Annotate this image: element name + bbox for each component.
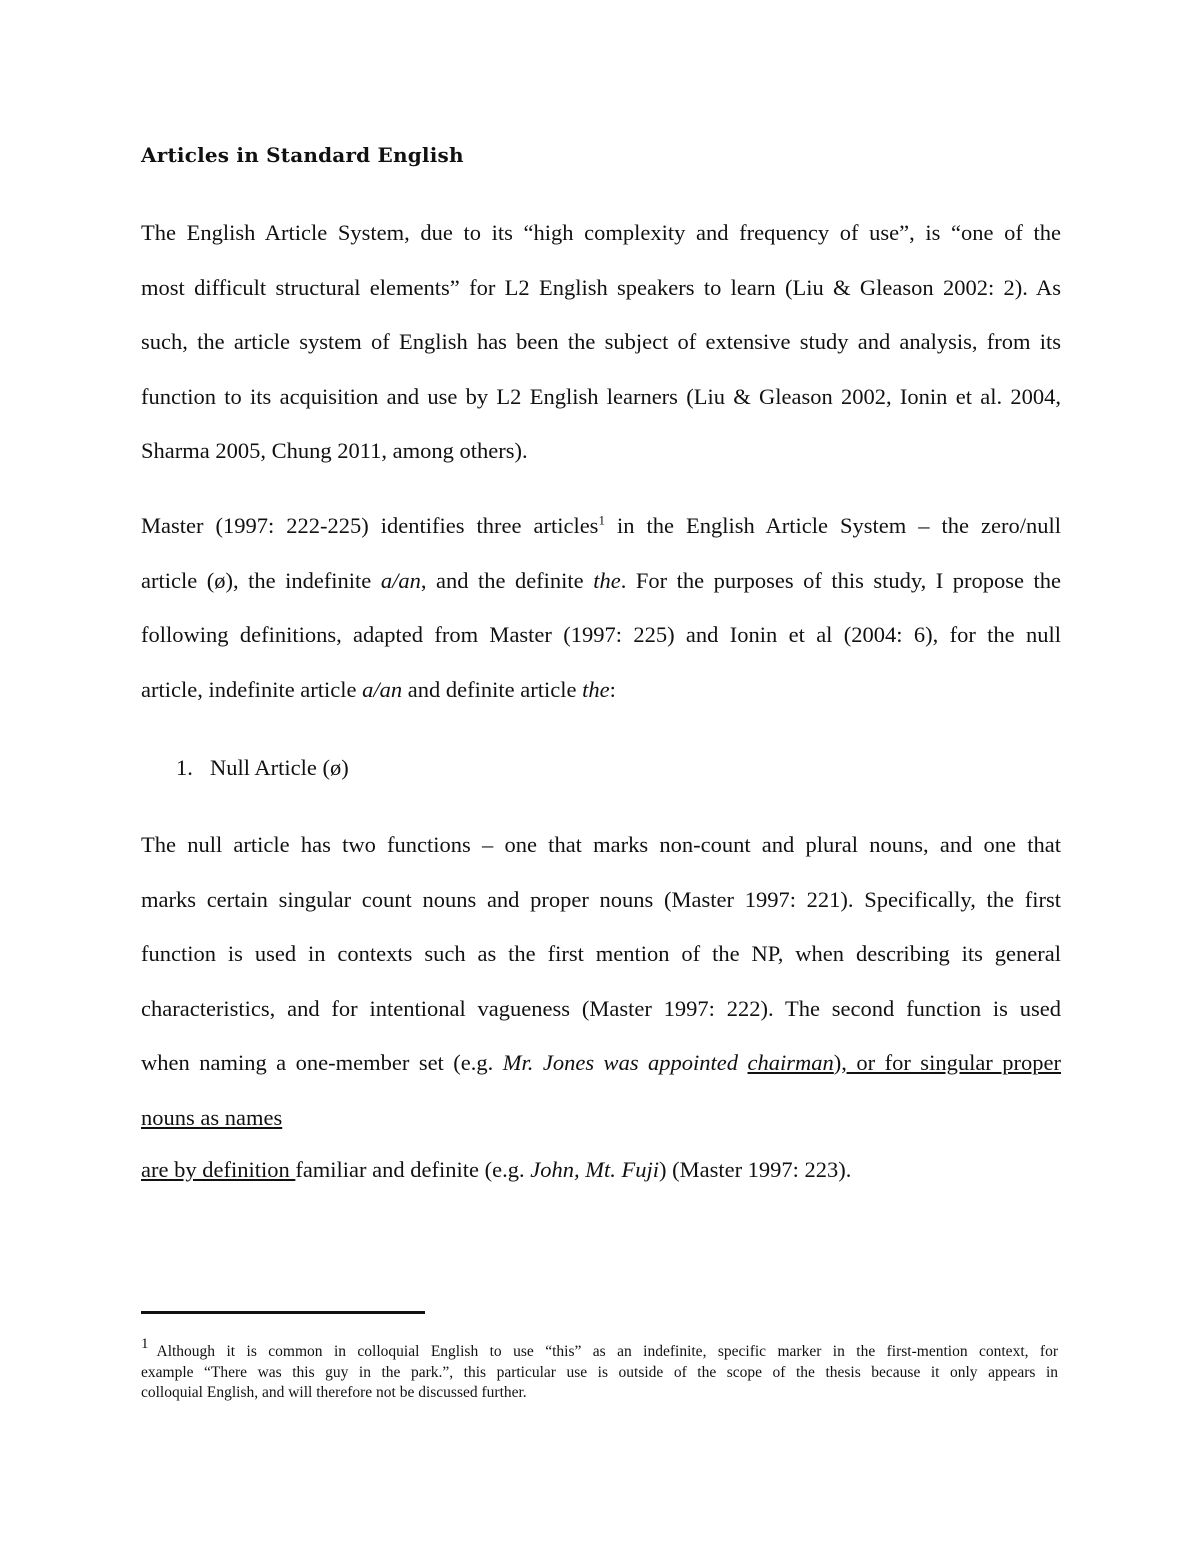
footnote-line: example “There was this guy in the park.”, this particular use is outside of the scope of the thesis because it only appears in <box>141 1363 1058 1381</box>
section-heading: Articles in Standard English <box>141 143 464 167</box>
text-run: , and the definite <box>420 567 594 593</box>
underlined-text: are by definition <box>141 1157 296 1182</box>
list-item-label: Null Article (ø) <box>210 755 349 780</box>
text-run: when naming a one-member set (e.g. <box>141 1050 503 1075</box>
footnote-mark: 1 <box>141 1336 149 1352</box>
italic-example: John, Mt. Fuji <box>530 1157 659 1182</box>
footnote-reference[interactable]: 1 <box>598 512 605 528</box>
underlined-text: nouns as names <box>141 1104 283 1130</box>
italic-example: Mr. Jones was appointed <box>502 1050 748 1075</box>
paragraph-continuation <box>141 1143 851 1198</box>
text-run: : <box>609 676 616 702</box>
italic-term: the <box>593 567 621 593</box>
numbered-list-item <box>176 741 349 796</box>
text-run: in the English Article System – the zero/null <box>604 513 1061 538</box>
paragraph-line: function to its acquisition and use by L2 English learners (Liu & Gleason 2002, Ionin et al. 2004, <box>141 383 1061 409</box>
text-run: and definite article <box>402 676 583 702</box>
paragraph-line <box>141 554 1061 609</box>
underlined-text: ), or for singular proper <box>833 1050 1061 1075</box>
paragraph-line: function is used in contexts such as the first mention of the NP, when describing its general <box>141 941 1061 966</box>
italic-term: a/an <box>362 676 403 702</box>
paragraph-line <box>141 1036 1061 1091</box>
paragraph-line: following definitions, adapted from Master (1997: 225) and Ionin et al (2004: 6), for the null <box>141 622 1061 647</box>
paragraph-line: The English Article System, due to its “high complexity and frequency of use”, is “one of the <box>141 220 1061 245</box>
paragraph-line <box>141 1091 1061 1146</box>
paragraph-line: such, the article system of English has been the subject of extensive study and analysis, from its <box>141 329 1061 354</box>
italic-term: the <box>582 676 610 702</box>
footnote-line <box>141 1336 1058 1363</box>
paragraph-line: marks certain singular count nouns and proper nouns (Master 1997: 221). Specifically, the first <box>141 886 1061 912</box>
footnote-separator <box>141 1311 425 1314</box>
text-run: Master (1997: 222-225) identifies three articles <box>141 513 599 538</box>
paragraph-line: The null article has two functions – one that marks non-count and plural nouns, and one that <box>141 832 1061 857</box>
footnote <box>141 1336 1058 1404</box>
text-run: . For the purposes of this study, I propose the <box>620 567 1062 593</box>
paragraph-line: Sharma 2005, Chung 2011, among others). <box>141 438 528 463</box>
underlined-italic-example: chairman <box>747 1050 834 1075</box>
text-run: familiar and definite (e.g. <box>295 1157 531 1182</box>
italic-term: a/an <box>380 567 421 593</box>
paragraph-null-article <box>141 818 1061 1145</box>
paragraph-line <box>141 663 1061 718</box>
text-run: ) (Master 1997: 223). <box>658 1157 852 1182</box>
paragraph-intro <box>141 206 1061 479</box>
paragraph-line: characteristics, and for intentional vagueness (Master 1997: 222). The second function is used <box>141 995 1061 1021</box>
footnote-text: Although it is common in colloquial English to use “this” as an indefinite, specific marker in the first-mention context, for <box>156 1343 1058 1360</box>
text-run: article, indefinite article <box>141 676 363 702</box>
list-number: 1. <box>176 755 193 780</box>
paragraph-line <box>141 499 1061 554</box>
footnote-line: colloquial English, and will therefore not be discussed further. <box>141 1384 527 1401</box>
paragraph-articles <box>141 499 1061 717</box>
text-run: article (ø), the indefinite <box>141 567 381 593</box>
paragraph-line: most difficult structural elements” for L2 English speakers to learn (Liu & Gleason 2002: 2). As <box>141 274 1061 300</box>
